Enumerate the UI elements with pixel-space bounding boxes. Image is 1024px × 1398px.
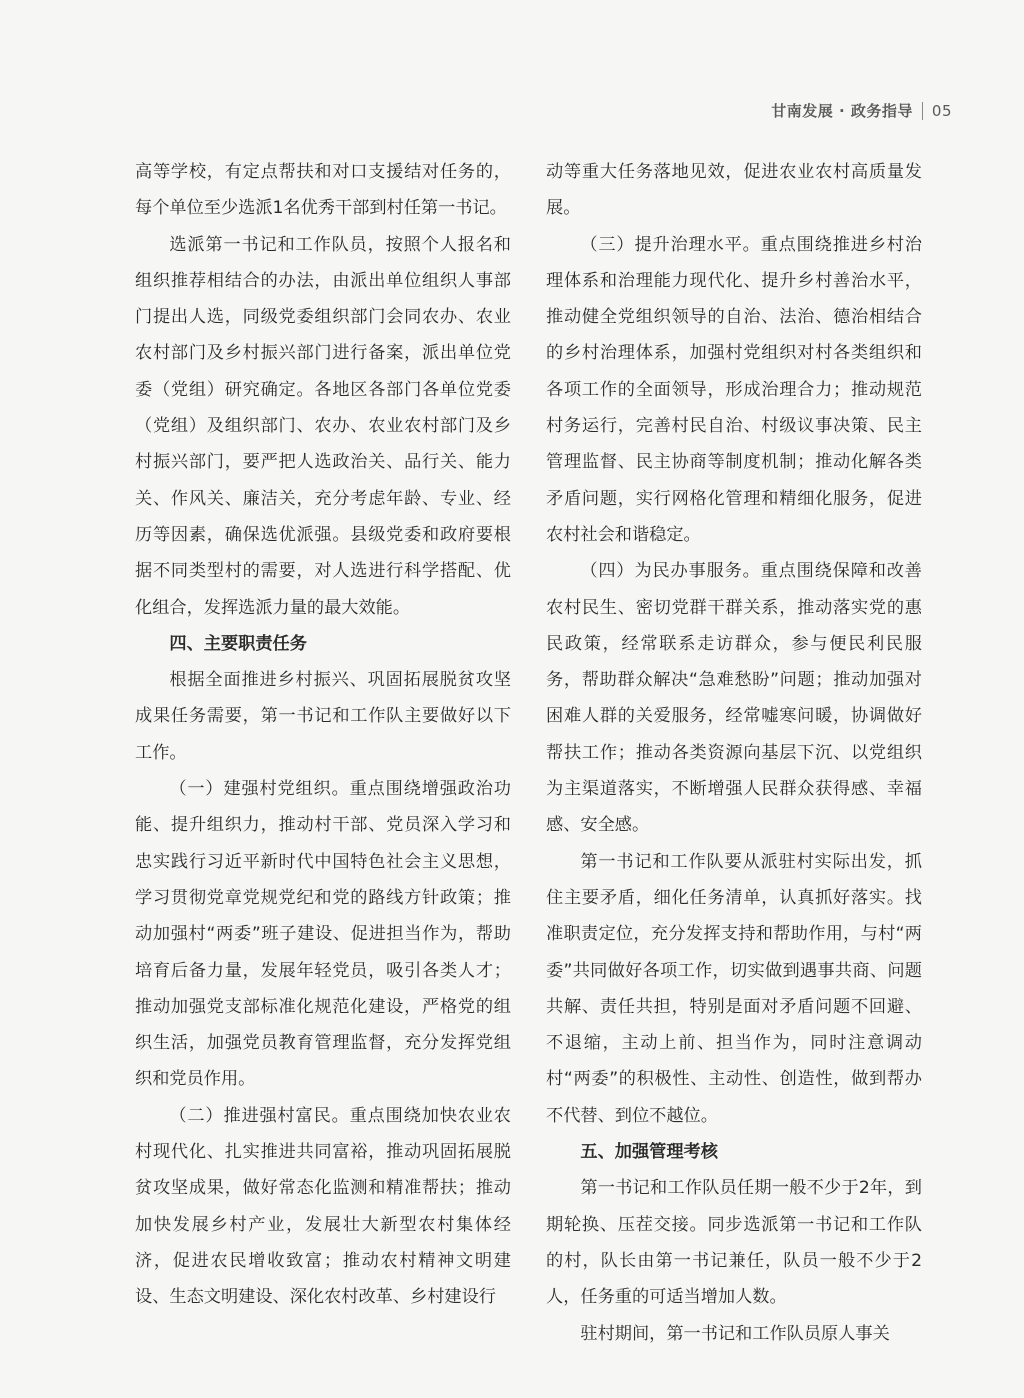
page-number: 05 bbox=[931, 101, 952, 120]
paragraph: 高等学校，有定点帮扶和对口支援结对任务的，每个单位至少选派1名优秀干部到村任第一书记。 bbox=[135, 162, 511, 219]
paragraph: （三）提升治理水平。重点围绕推进乡村治理体系和治理能力现代化、提升乡村善治水平，推动健全党组织领导的自治、法治、德治相结合的乡村治理体系，加强村党组织对村各类组织和各项工作的全面领导，形成治理合力；推动规范村务运行，完善村民自治、村级议事决策、民主管理监督、民主协商等制度机制；推动化解各类矛盾问题，实行网格化管理和精细化服务，促进农村社会和谐稳定。 bbox=[546, 234, 922, 545]
paragraph: （二）推进强村富民。重点围绕加快农业农村现代化、扎实推进共同富裕，推动巩固拓展脱贫攻坚成果，做好常态化监测和精准帮扶；推动加快发展乡村产业，发展壮大新型农村集体经济，促进农民增收致富；推动农村精神文明建设、生态文明建设、深化农村改革、乡村建设行 bbox=[135, 1105, 511, 1308]
section-heading: 四、主要职责任务 bbox=[169, 633, 307, 654]
left-column bbox=[135, 154, 511, 1316]
paragraph: 第一书记和工作队员任期一般不少于2年，到期轮换、压茬交接。同步选派第一书记和工作队的村，队长由第一书记兼任，队员一般不少于2人，任务重的可适当增加人数。 bbox=[546, 1178, 922, 1308]
header-title: 甘南发展 · 政务指导 bbox=[771, 102, 913, 120]
paragraph: 根据全面推进乡村振兴、巩固拓展脱贫攻坚成果任务需要，第一书记和工作队主要做好以下工作。 bbox=[135, 670, 511, 763]
paragraph: （一）建强村党组织。重点围绕增强政治功能、提升组织力，推动村干部、党员深入学习和忠实践行习近平新时代中国特色社会主义思想，学习贯彻党章党规党纪和党的路线方针政策；推动加强村“两委”班子建设、促进担当作为，帮助培育后备力量，发展年轻党员，吸引各类人才；推动加强党支部标准化规范化建设，严格党的组织生活，加强党员教育管理监督，充分发挥党组织和党员作用。 bbox=[135, 779, 511, 1090]
header-divider bbox=[922, 102, 923, 120]
section-heading: 五、加强管理考核 bbox=[580, 1142, 718, 1163]
paragraph: 选派第一书记和工作队员，按照个人报名和组织推荐相结合的办法，由派出单位组织人事部门提出人选，同级党委组织部门会同农办、农业农村部门及乡村振兴部门进行备案，派出单位党委（党组）研究确定。各地区各部门各单位党委（党组）及组织部门、农办、农业农村部门及乡村振兴部门，要严把人选政治关、品行关、能力关、作风关、廉洁关，充分考虑年龄、专业、经历等因素，确保选优派强。县级党委和政府要根据不同类型村的需要，对人选进行科学搭配、优化组合，发挥选派力量的最大效能。 bbox=[135, 234, 511, 618]
paragraph: 第一书记和工作队要从派驻村实际出发，抓住主要矛盾，细化任务清单，认真抓好落实。找准职责定位，充分发挥支持和帮助作用，与村“两委”共同做好各项工作，切实做到遇事共商、问题共解、责任共担，特别是面对矛盾问题不回避、不退缩，主动上前、担当作为，同时注意调动村“两委”的积极性、主动性、创造性，做到帮办不代替、到位不越位。 bbox=[546, 851, 922, 1126]
paragraph: 驻村期间，第一书记和工作队员原人事关 bbox=[580, 1323, 890, 1344]
paragraph: 动等重大任务落地见效，促进农业农村高质量发展。 bbox=[546, 162, 922, 219]
right-column bbox=[546, 154, 922, 1352]
running-header bbox=[771, 100, 952, 121]
paragraph: （四）为民办事服务。重点围绕保障和改善农村民生、密切党群干群关系，推动落实党的惠民政策，经常联系走访群众，参与便民利民服务，帮助群众解决“急难愁盼”问题；推动加强对困难人群的关爱服务，经常嘘寒问暖，协调做好帮扶工作；推动各类资源向基层下沉、以党组织为主渠道落实，不断增强人民群众获得感、幸福感、安全感。 bbox=[546, 561, 922, 836]
